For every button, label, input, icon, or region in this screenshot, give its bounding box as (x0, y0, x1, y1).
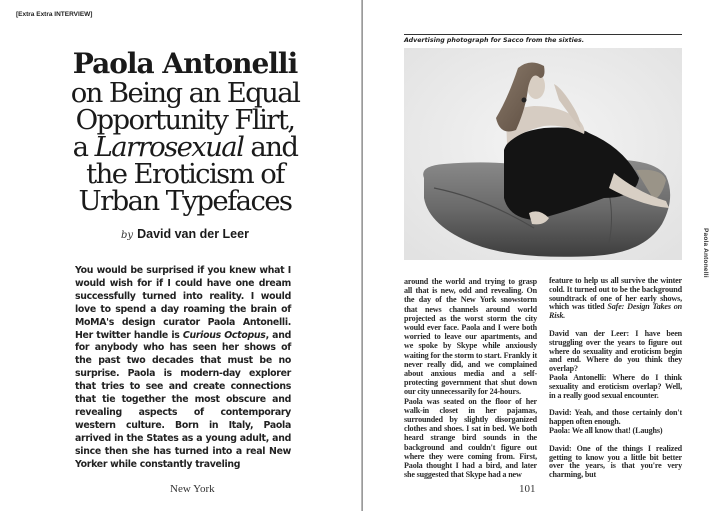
show-title-italic: Safe: Design Takes on Risk. (549, 302, 682, 321)
left-page-content (30, 48, 340, 472)
photo-woman-on-beanbag (404, 48, 682, 260)
title-line-1: on Being an Equal (70, 77, 300, 109)
page-spine-divider (361, 0, 363, 511)
title-line-3-italic: Larrosexual (94, 131, 244, 163)
body-paragraph: around the world and trying to grasp all that is new, odd and revealing. On the day of the New York snowstorm that news channels around world projected as the worst storm the city would ever face. Paola and I were both worried to leave our apartments, and we spoke by Skype while anxiously waiting for the storm to start. Frankly it never really did, and we complained about anxious media and a self-protecting government that shut down our city unnecessarily for 24-hours. (404, 277, 537, 397)
interview-question: David van der Leer: I have been struggling over the years to figure out where do sexuality and eroticism begin and end. Where do you think they overlap? (549, 328, 682, 374)
caption-rule (404, 34, 682, 35)
article-title (30, 48, 340, 215)
body-paragraph (549, 277, 682, 321)
lead-paragraph (75, 265, 291, 472)
title-line-4: the Eroticism of (86, 158, 284, 190)
title-name: Paola Antonelli (72, 47, 298, 80)
section-label: [Extra Extra INTERVIEW] (16, 11, 93, 18)
byline-author: David van der Leer (137, 227, 249, 241)
photo-illustration (404, 48, 682, 260)
lead-part-2: , and for anybody who has seen her shows of the past two decades that must be no surprise. Paola is modern-day explorer that tries to see and create connections that tie together the most obscure and revealing aspects of contemporary western culture. Born in Italy, Paola arrived in the States as a young adult, and since then she has turned into a real New Yorker while constantly traveling (75, 329, 291, 470)
body-paragraph: Paola was seated on the floor of her walk-in closet in her pajamas, surrounded by slightly disorganized clothes and shoes. I sat in bed. We both heard strange bird sounds in the background and couldn't figure out where they were coming from. First, Paola thought I had a bird, and later she suggested that Skype had a new (404, 396, 537, 480)
folio-left: New York (170, 483, 215, 495)
title-line-2: Opportunity Flirt, (75, 104, 295, 136)
interview-question: David: One of the things I realized getting to know you a little bit better over the years, is that you're very charming, but (549, 443, 682, 480)
p1-text: feature to help us all survive the winter cold. It turned out to be the background soundtrack of one of her early shows, which was titled (549, 276, 682, 312)
body-column-1 (404, 277, 537, 479)
interview-question: David: Yeah, and those certainly don't happen often enough. (549, 408, 682, 427)
byline-by: by (121, 230, 134, 241)
title-line-5: Urban Typefaces (78, 185, 292, 217)
lead-part-1: You would be surprised if you knew what I would wish for if I could have one dream successfully turned into reality. I would love to spend a day roaming the brain of MoMA's design curator Paola Antonelli. Her twitter handle is (75, 265, 291, 341)
running-head-vertical: Paola Antonelli (702, 228, 709, 278)
folio-right: 101 (519, 483, 536, 495)
title-line-3-post: and (243, 131, 298, 163)
interview-answer: Paola Antonelli: Where do I think sexuality and eroticism overlap? Well, in a really good sexual encounter. (549, 372, 682, 400)
title-line-3 (30, 131, 340, 163)
lead-italic: Curious Octopus (182, 329, 266, 341)
earring (522, 98, 527, 103)
interview-answer: Paola: We all know that! (Laughs) (549, 425, 663, 435)
title-line-3-pre: a (72, 131, 95, 163)
photo-caption: Advertising photograph for Sacco from the sixties. (404, 37, 585, 44)
byline (30, 225, 340, 243)
left-page (0, 0, 361, 511)
body-column-2 (549, 277, 682, 480)
